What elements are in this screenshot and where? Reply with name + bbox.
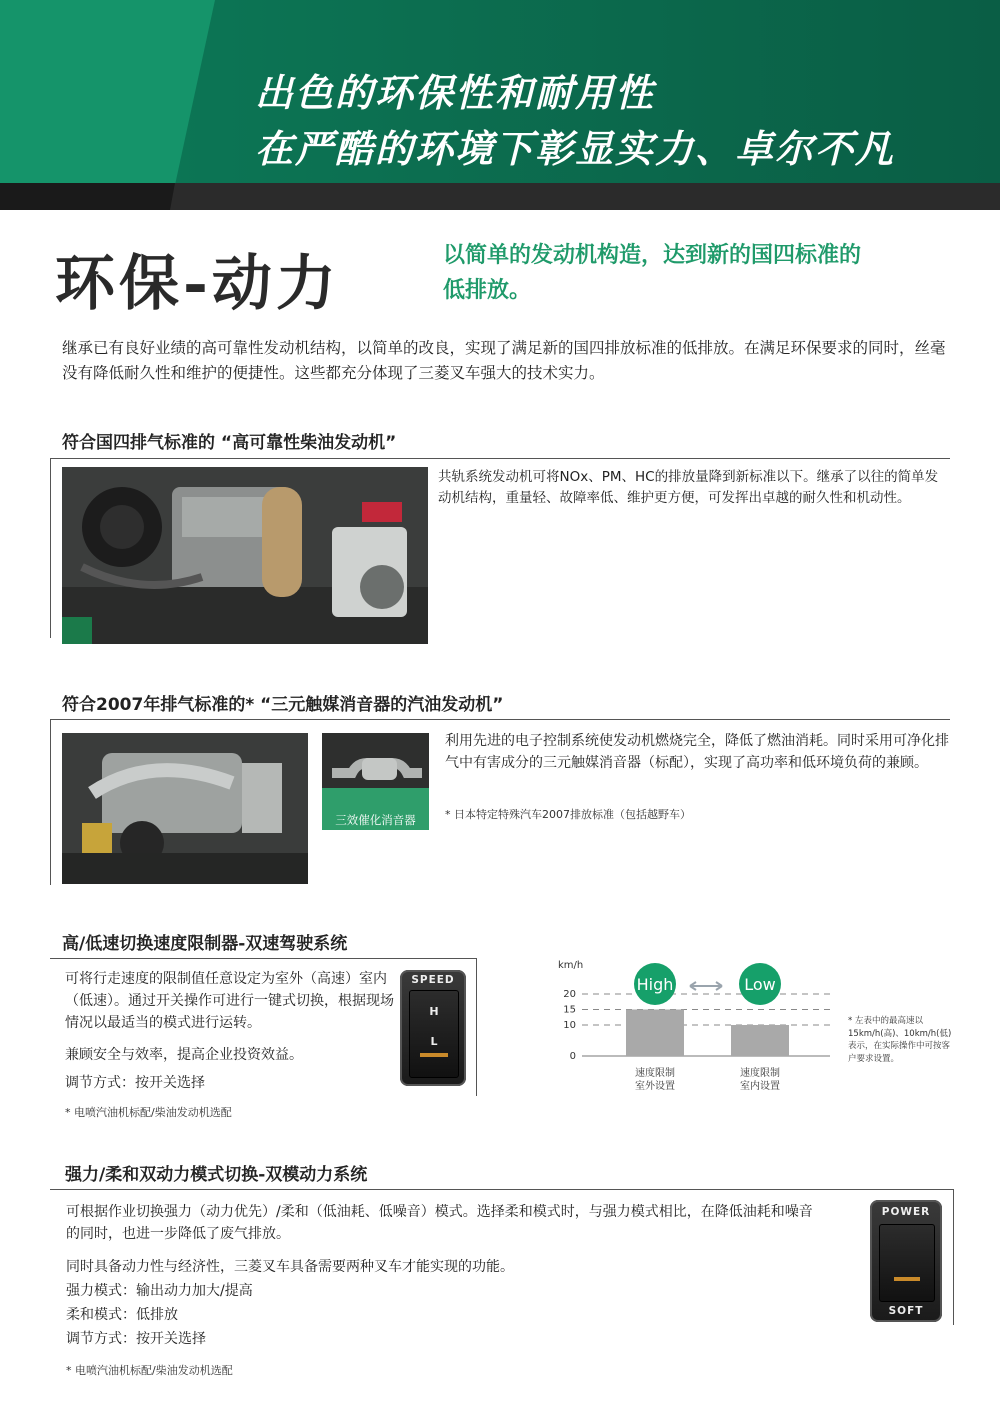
speed-high-mark: H: [429, 1005, 439, 1018]
section3-para-3: 调节方式：按开关选择: [65, 1075, 205, 1091]
chart-category-label: 室内设置: [740, 1081, 780, 1092]
speed-low-mark: L: [430, 1035, 438, 1048]
section3-title: 高/低速切换速度限制器-双速驾驶系统: [62, 934, 348, 954]
chart-unit-label: km/h: [558, 960, 584, 971]
diesel-engine-photo: [62, 467, 428, 644]
page-title: 环保-动力: [55, 249, 340, 319]
section2-text: 利用先进的电子控制系统使发动机燃烧完全，降低了燃油消耗。同时采用可净化排气中有害成分的三元触媒消音器（标配），实现了高功率和低环境负荷的兼顾。: [445, 733, 949, 771]
chart-grid: [582, 994, 830, 1056]
speed-indicator: [420, 1053, 448, 1057]
section3-side-rule: [476, 958, 477, 1096]
section3-rule: [50, 958, 476, 959]
power-indicator: [894, 1277, 920, 1281]
chart-category-label: 速度限制: [635, 1068, 675, 1079]
section4-title: 强力/柔和双动力模式切换-双模动力系统: [65, 1165, 368, 1185]
section4-para-1: 可根据作业切换强力（动力优先）/柔和（低油耗、低噪音）模式。选择柔和模式时，与强力模式相比，在降低油耗和噪音的同时，也进一步降低了废气排放。: [66, 1204, 813, 1242]
section1-side-rule: [50, 458, 51, 638]
section4-para-4: 柔和模式：低排放: [66, 1307, 178, 1323]
section1-title: 符合国四排气标准的 “高可靠性柴油发动机”: [62, 433, 397, 453]
speed-switch: [400, 970, 466, 1086]
section2-side-rule: [50, 719, 51, 885]
chart-annotation: * 左表中的最高速以15km/h(高)、10km/h(低)表示，在实际操作中可按客户要求设置。: [848, 1016, 952, 1064]
header-banner: [0, 0, 1000, 210]
section3-para-2: 兼顾安全与效率，提高企业投资效益。: [65, 1047, 303, 1063]
chart-ytick-label: 20: [563, 989, 576, 1000]
chart-bar: [731, 1025, 789, 1056]
section4-footnote: * 电喷汽油机标配/柴油发动机选配: [66, 1364, 233, 1377]
power-switch-top-label: POWER: [881, 1206, 931, 1218]
section4-para-5: 调节方式：按开关选择: [66, 1331, 206, 1347]
section2-rule: [50, 719, 950, 720]
chart-category-labels: [635, 1066, 780, 1092]
chart-bar: [626, 1010, 684, 1057]
header-line-1: 出色的环保性和耐用性: [255, 70, 656, 115]
section2-footnote: * 日本特定特殊汽车2007排放标准（包括越野车）: [445, 808, 691, 821]
header-line-2: 在严酷的环境下彰显实力、卓尔不凡: [255, 126, 896, 171]
chart-category-label: 速度限制: [740, 1068, 780, 1079]
section2-title: 符合2007年排气标准的* “三元触媒消音器的汽油发动机”: [62, 695, 504, 715]
section3-para-1: 可将行走速度的限制值任意设定为室外（高速）室内（低速）。通过开关操作可进行一键式切换，根据现场情况以最适当的模式进行运转。: [65, 971, 394, 1031]
chart-badge-label: High: [636, 975, 674, 994]
section1-rule: [50, 458, 950, 459]
chart-badge-label: Low: [744, 975, 776, 994]
muffler-caption: 三效催化消音器: [335, 813, 416, 827]
section4-para-3: 强力模式：输出动力加大/提高: [66, 1283, 253, 1299]
chart-ytick-label: 0: [569, 1051, 576, 1062]
section3-footnote: * 电喷汽油机标配/柴油发动机选配: [65, 1106, 232, 1119]
chart-bars: [626, 1010, 789, 1057]
intro-paragraph: 继承已有良好业绩的高可靠性发动机结构，以简单的改良，实现了满足新的国四排放标准的低排放。在满足环保要求的同时，丝毫没有降低耐久性和维护的便捷性。这些都充分体现了三菱叉车强大的技术实力。: [62, 339, 946, 382]
chart-ytick-label: 10: [563, 1020, 576, 1031]
section4-rule: [50, 1189, 953, 1190]
gasoline-engine-photo: [62, 733, 308, 884]
speed-rocker: [409, 990, 459, 1078]
power-rocker: [879, 1224, 935, 1302]
section1-text: 共轨系统发动机可将NOx、PM、HC的排放量降到新标准以下。继承了以往的简单发动机结构，重量轻、故障率低、维护更方便，可发挥出卓越的耐久性和机动性。: [438, 469, 939, 506]
section4-side-rule: [953, 1189, 954, 1325]
section4-para-2: 同时具备动力性与经济性，三菱叉车具备需要两种叉车才能实现的功能。: [66, 1259, 514, 1275]
chart-category-label: 室外设置: [635, 1081, 675, 1092]
speed-switch-label: SPEED: [411, 974, 455, 986]
chart-ytick-label: 15: [563, 1004, 576, 1016]
page-subtitle: 以简单的发动机构造，达到新的国四标准的低排放。: [443, 243, 862, 303]
power-switch-bottom-label: SOFT: [888, 1305, 924, 1317]
speed-limit-chart: [540, 950, 840, 1100]
chart-badges: [634, 963, 781, 1005]
switch-arrow-icon: [690, 982, 722, 990]
power-switch: [870, 1200, 942, 1322]
chart-yticks: [563, 989, 576, 1062]
